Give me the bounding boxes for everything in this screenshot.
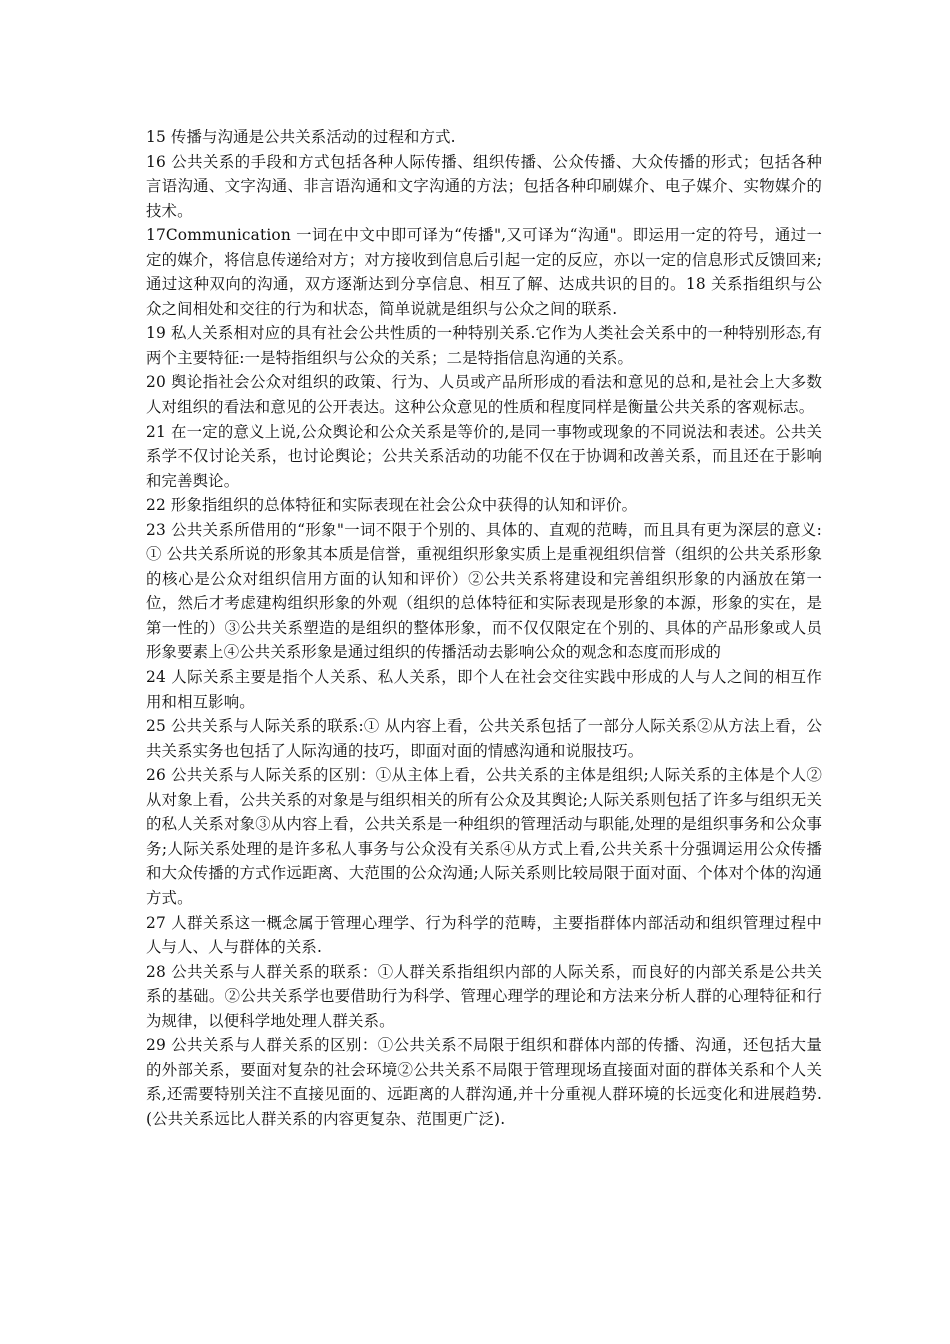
paragraph-19: 19 私人关系相对应的具有社会公共性质的一种特别关系.它作为人类社会关系中的一种特别形态,有两个主要特征:一是特指组织与公众的关系；二是特指信息沟通的关系。 [146,324,822,367]
paragraph-21: 21 在一定的意义上说,公众舆论和公众关系是等价的,是同一事物或现象的不同说法和表述。公共关系学不仅讨论关系，也讨论舆论；公共关系活动的功能不仅在于协调和改善关系，而且还在于影响和完善舆论。 [146,422,822,490]
paragraph-17-18: 17Communication 一词在中文中即可译为“传播",又可译为“沟通"。即运用一定的符号，通过一定的媒介，将信息传递给对方；对方接收到信息后引起一定的反应，亦以一定的信息形式反馈回来;通过这种双向的沟通，双方逐渐达到分享信息、相互了解、达成共识的目的。18 关系指组织与公众之间相处和交往的行为和状态，简单说就是组织与公众之间的联系. [146,226,822,318]
paragraph-24: 24 人际关系主要是指个人关系、私人关系，即个人在社会交往实践中形成的人与人之间的相互作用和相互影响。 [146,668,822,711]
paragraph-29: 29 公共关系与人群关系的区别：①公共关系不局限于组织和群体内部的传播、沟通，还包括大量的外部关系，要面对复杂的社会环境②公共关系不局限于管理现场直接面对面的群体关系和个人关系,还需要特别关注不直接见面的、远距离的人群沟通,并十分重视人群环境的长远变化和进展趋势.(公共关系远比人群关系的内容更复杂、范围更广泛). [146,1036,822,1128]
paragraph-22: 22 形象指组织的总体特征和实际表现在社会公众中获得的认知和评价。 [146,496,638,515]
paragraph-27: 27 人群关系这一概念属于管理心理学、行为科学的范畴，主要指群体内部活动和组织管理过程中人与人、人与群体的关系. [146,913,822,957]
document-body [146,125,822,1131]
paragraph-26: 26 公共关系与人际关系的区别：①从主体上看，公共关系的主体是组织;人际关系的主体是个人②从对象上看，公共关系的对象是与组织相关的所有公众及其舆论;人际关系则包括了许多与组织无关的私人关系对象③从内容上看，公共关系是一种组织的管理活动与职能,处理的是组织事务和公众事务;人际关系处理的是许多私人事务与公众没有关系④从方式上看,公共关系十分强调运用公众传播和大众传播的方式作远距离、大范围的公众沟通;人际关系则比较局限于面对面、个体对个体的沟通方式。 [146,766,822,907]
paragraph-20: 20 舆论指社会公众对组织的政策、行为、人员或产品所形成的看法和意见的总和,是社会上大多数人对组织的看法和意见的公开表达。这种公众意见的性质和程度同样是衡量公共关系的客观标志。 [146,373,822,417]
paragraph-15: 15 传播与沟通是公共关系活动的过程和方式. [146,128,456,146]
paragraph-25: 25 公共关系与人际关系的联系:① 从内容上看，公共关系包括了一部分人际关系②从方法上看，公共关系实务也包括了人际沟通的技巧，即面对面的情感沟通和说服技巧。 [146,717,822,760]
paragraph-23: 23 公共关系所借用的“形象"一词不限于个别的、具体的、直观的范畴，而且具有更为深层的意义:① 公共关系所说的形象其本质是信誉，重视组织形象实质上是重视组织信誉（组织的公共关系形象的核心是公众对组织信用方面的认知和评价）②公共关系将建设和完善组织形象的内涵放在第一位，然后才考虑建构组织形象的外观（组织的总体特征和实际表现是形象的本源，形象的实在，是第一性的）③公共关系塑造的是组织的整体形象，而不仅仅限定在个别的、具体的产品形象或人员形象要素上④公共关系形象是通过组织的传播活动去影响公众的观念和态度而形成的 [146,520,822,662]
paragraph-28: 28 公共关系与人群关系的联系：①人群关系指组织内部的人际关系，而良好的内部关系是公共关系的基础。②公共关系学也要借助行为科学、管理心理学的理论和方法来分析人群的心理特征和行为规律，以便科学地处理人群关系。 [146,962,822,1030]
paragraph-16: 16 公共关系的手段和方式包括各种人际传播、组织传播、公众传播、大众传播的形式；包括各种言语沟通、文字沟通、非言语沟通和文字沟通的方法；包括各种印刷媒介、电子媒介、实物媒介的技术。 [146,152,822,220]
